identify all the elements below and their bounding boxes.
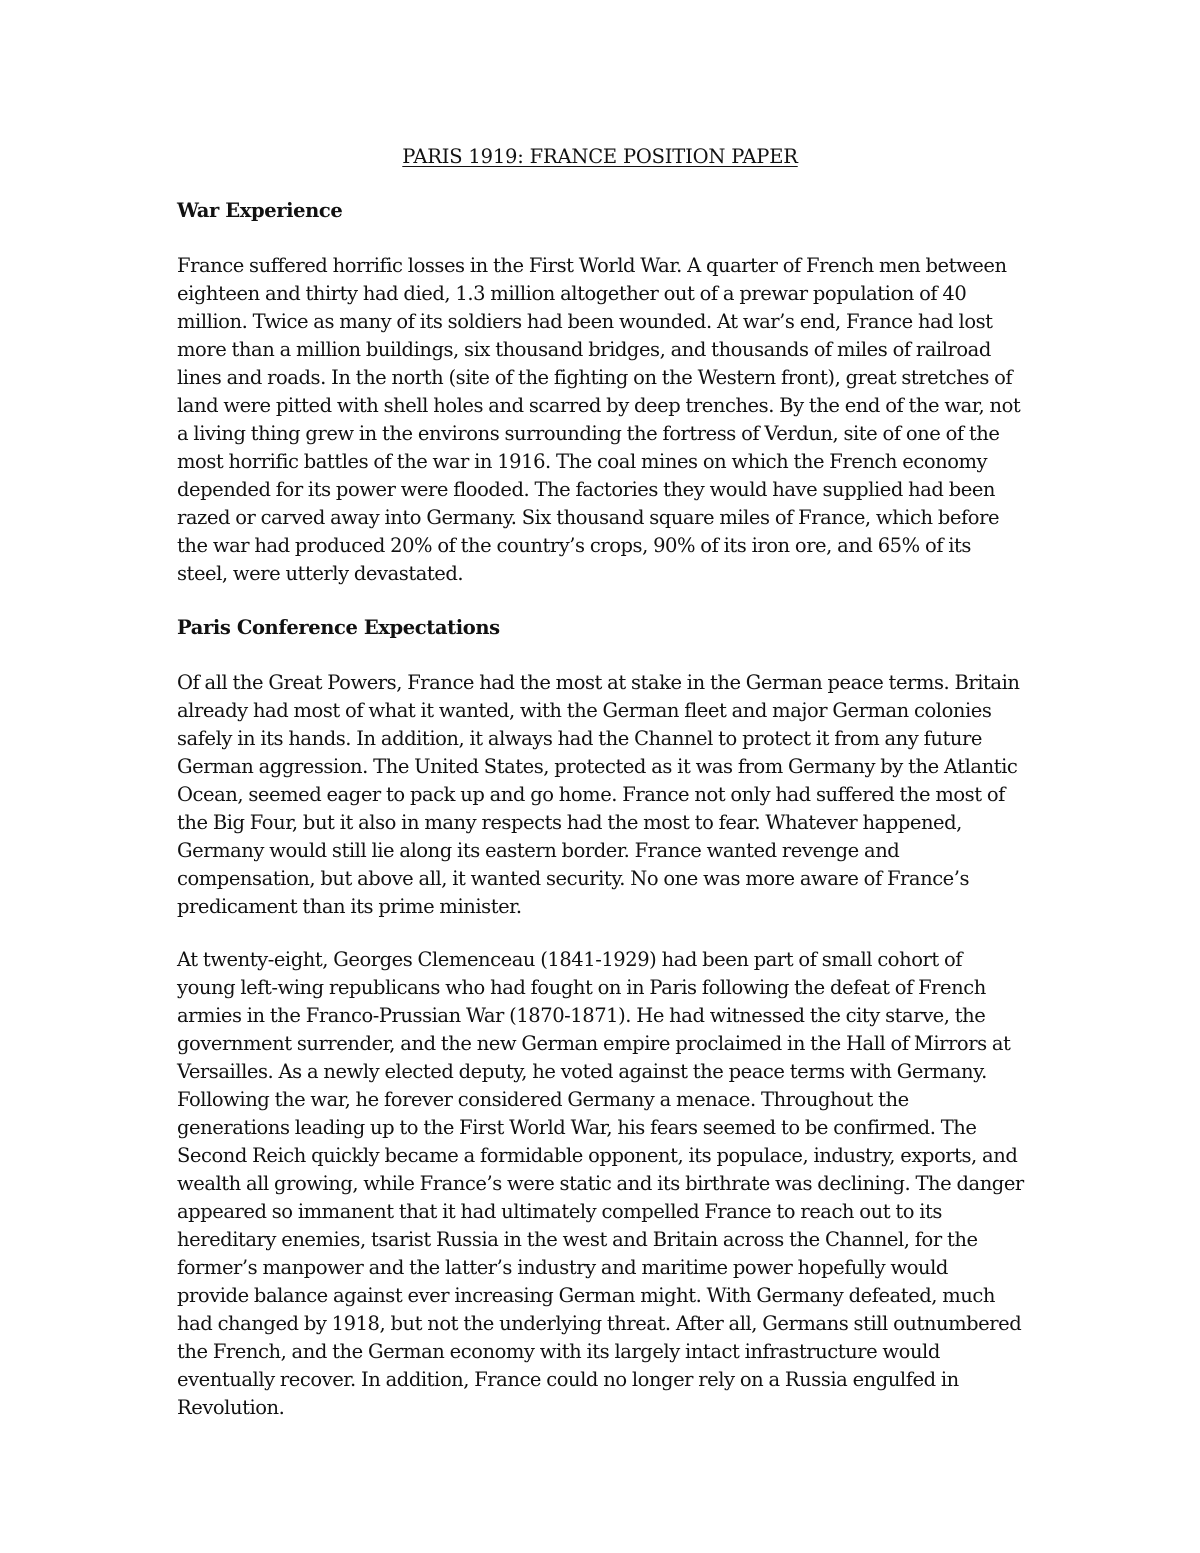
text-line: steel, were utterly devastated. [177,562,464,585]
text-line: Following the war, he forever considered Germany a menace. Throughout the [177,1088,909,1111]
text-line: the Big Four, but it also in many respects had the most to fear. Whatever happened, [177,811,962,834]
paragraph-war-experience [177,252,1037,588]
text-line: Versailles. As a newly elected deputy, he voted against the peace terms with Germany. [177,1060,987,1083]
text-line: predicament than its prime minister. [177,895,522,918]
text-line: the war had produced 20% of the country’s crops, 90% of its iron ore, and 65% of its [177,534,971,557]
page-title: PARIS 1919: FRANCE POSITION PAPER [402,145,798,168]
text-line: the French, and the German economy with its largely intact infrastructure would [177,1340,940,1363]
paragraph-great-powers [177,669,1037,921]
text-line: German aggression. The United States, protected as it was from Germany by the Atlantic [177,755,1018,778]
text-line: more than a million buildings, six thousand bridges, and thousands of miles of railroad [177,338,991,361]
text-line: appeared so immanent that it had ultimately compelled France to reach out to its [177,1200,942,1223]
text-line: hereditary enemies, tsarist Russia in the west and Britain across the Channel, for the [177,1228,978,1251]
text-line: young left-wing republicans who had fought on in Paris following the defeat of French [177,976,986,999]
text-line: lines and roads. In the north (site of the fighting on the Western front), great stretches of [177,366,1013,389]
paragraph-clemenceau [177,946,1037,1422]
text-line: compensation, but above all, it wanted security. No one was more aware of France’s [177,867,970,890]
text-line: government surrender, and the new German empire proclaimed in the Hall of Mirrors at [177,1032,1011,1055]
text-line: former’s manpower and the latter’s industry and maritime power hopefully would [177,1256,948,1279]
text-line: most horrific battles of the war in 1916. The coal mines on which the French economy [177,450,988,473]
text-line: a living thing grew in the environs surrounding the fortress of Verdun, site of one of the [177,422,1000,445]
text-line: Of all the Great Powers, France had the most at stake in the German peace terms. Britain [177,671,1020,694]
text-line: armies in the Franco-Prussian War (1870-1871). He had witnessed the city starve, the [177,1004,986,1027]
text-line: safely in its hands. In addition, it always had the Channel to protect it from any future [177,727,982,750]
text-line: eighteen and thirty had died, 1.3 million altogether out of a prewar population of 40 [177,282,967,305]
text-line: million. Twice as many of its soldiers had been wounded. At war’s end, France had lost [177,310,993,333]
text-line: eventually recover. In addition, France could no longer rely on a Russia engulfed in [177,1368,959,1391]
text-line: had changed by 1918, but not the underlying threat. After all, Germans still outnumbered [177,1312,1022,1335]
text-line: Germany would still lie along its eastern border. France wanted revenge and [177,839,900,862]
text-line: At twenty-eight, Georges Clemenceau (1841-1929) had been part of small cohort of [177,948,963,971]
section-heading-war-experience: War Experience [177,199,343,222]
text-line: land were pitted with shell holes and scarred by deep trenches. By the end of the war, not [177,394,1021,417]
text-line: Ocean, seemed eager to pack up and go home. France not only had suffered the most of [177,783,1005,806]
text-line: provide balance against ever increasing German might. With Germany defeated, much [177,1284,995,1307]
text-line: generations leading up to the First World War, his fears seemed to be confirmed. The [177,1116,977,1139]
text-line: France suffered horrific losses in the First World War. A quarter of French men between [177,254,1007,277]
text-line: already had most of what it wanted, with the German fleet and major German colonies [177,699,992,722]
text-line: wealth all growing, while France’s were static and its birthrate was declining. The danger [177,1172,1024,1195]
text-line: Second Reich quickly became a formidable opponent, its populace, industry, exports, and [177,1144,1018,1167]
text-line: depended for its power were flooded. The factories they would have supplied had been [177,478,996,501]
text-line: Revolution. [177,1396,285,1419]
text-line: razed or carved away into Germany. Six thousand square miles of France, which before [177,506,1000,529]
section-heading-paris-conference-expectations: Paris Conference Expectations [177,616,500,639]
